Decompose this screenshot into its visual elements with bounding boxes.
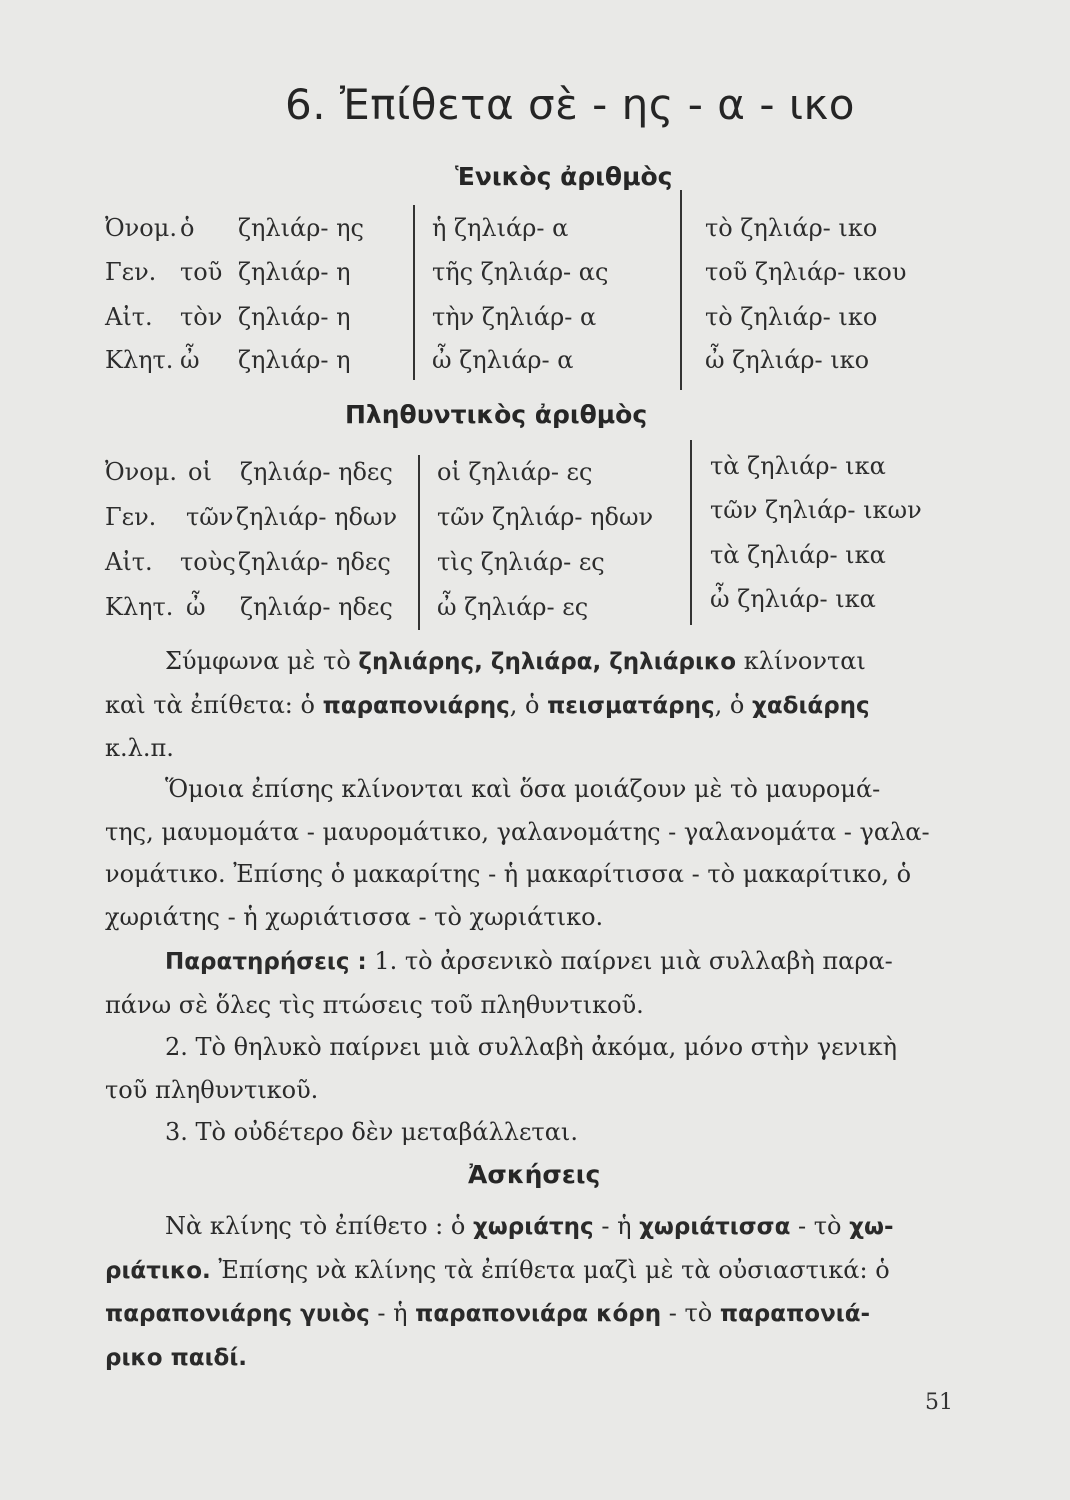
text-line: πάνω σὲ ὅλες τὶς πτώσεις τοῦ πληθυντικοῦ. — [105, 990, 644, 1019]
page-title: 6. Ἐπίθετα σὲ - ης - α - ικο — [285, 80, 856, 129]
masc-article: ὦ — [180, 346, 200, 374]
bold-term: ριάτικο. — [105, 1257, 211, 1284]
text-line: κ.λ.π. — [105, 734, 174, 762]
paragraph-similar-adjectives — [105, 640, 955, 770]
bold-term: ρικο παιδί. — [105, 1344, 248, 1371]
neut-form: τὸ ζηλιάρ- ικο — [705, 214, 878, 242]
masc-form: ζηλιάρ- ης — [238, 214, 364, 242]
text-line: 3. Τὸ οὐδέτερο δὲν μεταβάλλεται. — [165, 1118, 578, 1146]
masc-form: ζηλιάρ- ηδες — [240, 593, 393, 621]
text-line: παραπονιάρης γυιὸς - ἡ παραπονιάρα κόρη - τὸ παραπονιά- — [105, 1299, 871, 1327]
text-line — [105, 1336, 955, 1380]
page-number: 51 — [925, 1390, 953, 1415]
fem-form: οἱ ζηλιάρ- ες — [437, 458, 593, 486]
masc-article: τῶν — [186, 503, 234, 531]
case-label: Γεν. — [105, 258, 157, 286]
text-line: της, μαυμομάτα - μαυρομάτικο, γαλανομάτης - γαλανομάτα - γαλα- — [105, 817, 930, 846]
column-divider — [413, 205, 415, 380]
bold-term: παραπονιά- — [719, 1301, 871, 1327]
neut-form: τὸ ζηλιάρ- ικο — [705, 303, 878, 331]
case-label: Αἰτ. — [105, 548, 153, 576]
text-line: 2. Τὸ θηλυκὸ παίρνει μιὰ συλλαβὴ ἀκόμα, μόνο στὴν γενικὴ — [165, 1033, 898, 1061]
text-line: καὶ τὰ ἐπίθετα: ὁ παραπονιάρης, ὁ πεισματάρης, ὁ χαδιάρης — [105, 690, 870, 719]
masc-form: ζηλιάρ- ηδες — [240, 458, 393, 486]
bold-term: χωριάτισσα — [639, 1214, 791, 1240]
bold-term: χω- — [849, 1214, 894, 1240]
neut-form: ὦ ζηλιάρ- ικο — [705, 346, 870, 374]
fem-form: τὴν ζηλιάρ- α — [432, 303, 597, 331]
case-label: Ὀνομ. — [105, 214, 177, 242]
bold-term: χωριάτης — [472, 1214, 594, 1240]
masc-form: ζηλιάρ- η — [238, 258, 351, 286]
masc-article: τὸν — [180, 303, 223, 331]
neut-form: ὦ ζηλιάρ- ικα — [710, 585, 876, 613]
masc-form: ζηλιάρ- ηδων — [236, 503, 398, 531]
text-line: τοῦ πληθυντικοῦ. — [105, 1075, 319, 1104]
text-line: νομάτικο. Ἐπίσης ὁ μακαρίτης - ἡ μακαρίτισσα - τὸ μακαρίτικο, ὁ — [105, 860, 912, 888]
text-line: Νὰ κλίνης τὸ ἐπίθετο : ὁ χωριάτης - ἡ χωριάτισσα - τὸ χω- — [165, 1212, 894, 1240]
masc-article: οἱ — [188, 458, 212, 486]
fem-form: τὶς ζηλιάρ- ες — [437, 548, 605, 576]
paragraph-compound-adjectives — [105, 768, 955, 938]
fem-form: ὦ ζηλιάρ- α — [432, 346, 574, 374]
case-label: Αἰτ. — [105, 303, 153, 331]
bold-term: ζηλιάρης, ζηλιάρα, ζηλιάρικο — [358, 649, 737, 675]
text-line: Ὅμοια ἐπίσης κλίνονται καὶ ὅσα μοιάζουν μὲ τὸ μαυρομά- — [165, 775, 881, 803]
bold-term: παραπονιάρης — [322, 692, 510, 719]
fem-form: τῶν ζηλιάρ- ηδων — [437, 503, 654, 531]
masc-form: ζηλιάρ- η — [238, 346, 351, 374]
masc-article: τοὺς — [180, 548, 236, 576]
masc-form: ζηλιάρ- ηδες — [238, 548, 391, 576]
masc-form: ζηλιάρ- η — [238, 303, 351, 331]
case-label: Ὀνομ. — [105, 458, 177, 486]
text-line: Σύμφωνα μὲ τὸ ζηλιάρης, ζηλιάρα, ζηλιάρικο κλίνονται — [165, 647, 866, 675]
neut-form: τὰ ζηλιάρ- ικα — [710, 541, 886, 569]
column-divider — [680, 190, 682, 390]
bold-term: χαδιάρης — [752, 692, 870, 719]
exercises-text — [105, 1205, 955, 1379]
bold-term: παραπονιάρα κόρη — [415, 1301, 662, 1327]
text-line: χωριάτης - ἡ χωριάτισσα - τὸ χωριάτικο. — [105, 902, 604, 931]
masc-article: τοῦ — [180, 258, 223, 286]
neut-form: τοῦ ζηλιάρ- ικου — [705, 258, 907, 286]
fem-form: τῆς ζηλιάρ- ας — [432, 258, 609, 286]
masc-article: ὁ — [180, 214, 195, 242]
text-line: Παρατηρήσεις : 1. τὸ ἀρσενικὸ παίρνει μιὰ συλλαβὴ παρα- — [165, 947, 893, 975]
column-divider — [690, 440, 692, 625]
bold-term: πεισματάρης — [547, 692, 715, 719]
neut-form: τῶν ζηλιάρ- ικων — [710, 496, 922, 524]
plural-heading: Πληθυντικὸς ἀριθμὸς — [345, 400, 648, 429]
bold-term: παραπονιάρης γυιὸς — [105, 1301, 370, 1327]
case-label: Γεν. — [105, 503, 157, 531]
exercises-heading: Ἀσκήσεις — [468, 1160, 601, 1189]
fem-form: ὦ ζηλιάρ- ες — [437, 593, 589, 621]
case-label: Κλητ. — [105, 346, 174, 374]
text-line: ριάτικο. Ἐπίσης νὰ κλίνης τὰ ἐπίθετα μαζὶ μὲ τὰ οὐσιαστικά: ὁ — [105, 1255, 890, 1284]
remarks-section — [105, 940, 955, 1154]
case-label: Κλητ. — [105, 593, 174, 621]
singular-heading: Ἑνικὸς ἀριθμὸς — [455, 162, 673, 191]
remarks-label: Παρατηρήσεις : — [165, 949, 367, 975]
neut-form: τὰ ζηλιάρ- ικα — [710, 452, 886, 480]
column-divider — [418, 455, 420, 630]
fem-form: ἡ ζηλιάρ- α — [432, 214, 569, 242]
masc-article: ὦ — [186, 593, 206, 621]
